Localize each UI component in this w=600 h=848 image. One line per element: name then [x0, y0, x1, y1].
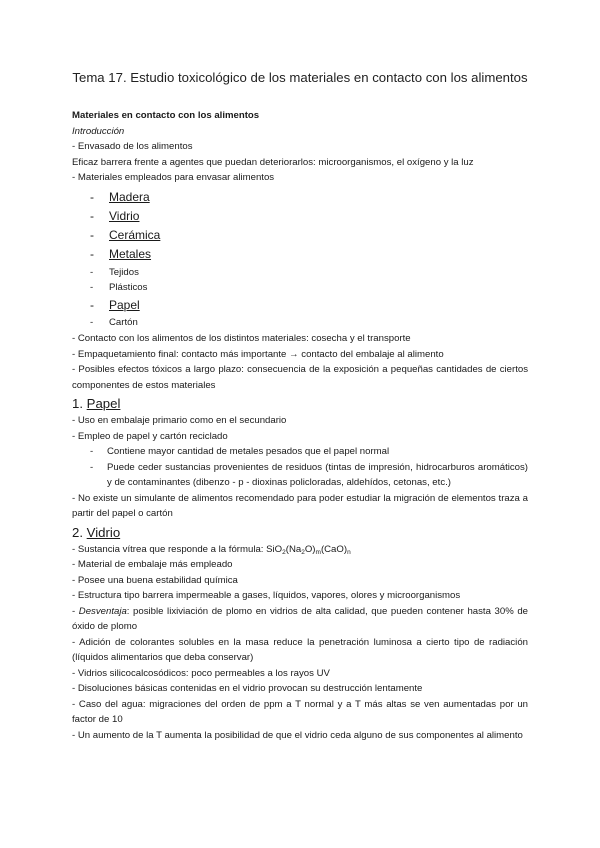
intro-line: Eficaz barrera frente a agentes que puedan deteriorarlos: microorganismos, el oxígeno y la luz — [72, 156, 474, 168]
text-line: - Empleo de papel y cartón reciclado — [72, 430, 228, 442]
text-line: - Contacto con los alimentos de los distintos materiales: cosecha y el transporte — [72, 333, 411, 345]
sub-item-text: Puede ceder sustancias provenientes de residuos (tintas de impresión, hidrocarburos aromáticos) y de contaminantes (dibenzo - p - dioxinas policloradas, aldehídos, cetonas, etc.) — [107, 461, 528, 489]
list-item: - Plásticos — [90, 282, 148, 294]
material-link-ceramica[interactable]: Cerámica — [109, 228, 161, 243]
material-label: Tejidos — [109, 266, 139, 278]
formula-prefix: - Sustancia vítrea que responde a la fórmula: — [72, 543, 267, 555]
list-item: - Tejidos — [90, 266, 139, 278]
section-1-heading — [72, 395, 528, 413]
text-line: - Uso en embalaje primario como en el secundario — [72, 415, 287, 427]
document-body — [72, 108, 528, 743]
text-paragraph: - Adición de colorantes solubles en la masa reduce la penetración luminosa a cierto tipo de radiación (líquidos alimentarios que deba conservar) — [72, 636, 528, 664]
text-line: - Empaquetamiento final: contacto más importante → contacto del embalaje al alimento — [72, 348, 444, 360]
section-1-title-link[interactable]: Papel — [86, 396, 121, 412]
materials-list — [72, 188, 528, 331]
intro-line: - Envasado de los alimentos — [72, 141, 193, 152]
disadvantage-paragraph: - Desventaja: posible lixiviación de plomo en vidrios de alta calidad, que pueden contener hasta 30% de óxido de plomo — [72, 605, 528, 633]
text-line: - Estructura tipo barrera impermeable a gases, líquidos, vapores, olores y microorganismos — [72, 590, 461, 602]
text-line: - Disoluciones básicas contenidas en el vidrio provocan su destrucción lentamente — [72, 683, 423, 695]
section-heading: Materiales en contacto con los alimentos — [72, 110, 260, 121]
page-title: Tema 17. Estudio toxicológico de los materiales en contacto con los alimentos — [72, 70, 528, 85]
intro-line: - Materiales empleados para envasar alimentos — [72, 172, 275, 183]
material-link-vidrio[interactable]: Vidrio — [109, 208, 140, 223]
list-item: - Cerámica — [90, 228, 161, 243]
text-paragraph: - Posibles efectos tóxicos a largo plazo: consecuencia de la exposición a pequeñas cantidades de ciertos componentes de estos materiales — [72, 364, 528, 391]
text-paragraph: - No existe un simulante de alimentos recomendado para poder estudiar la migración de elementos traza a partir del papel o cartón — [72, 492, 528, 520]
list-item: - Metales — [90, 247, 152, 262]
text-line: - Material de embalaje más empleado — [72, 559, 233, 571]
intro-label: Introducción — [72, 125, 125, 137]
formula: $SiO_2(Na_2O)_m(CaO)_n$ — [266, 543, 351, 556]
material-label: Plásticos — [109, 282, 148, 294]
sub-item-text: Contiene mayor cantidad de metales pesados que el papel normal — [107, 446, 390, 458]
material-link-madera[interactable]: Madera — [109, 189, 150, 204]
list-item: - Madera — [90, 189, 150, 204]
disadvantage-label: Desventaja — [78, 605, 127, 617]
sub-list-item: - Puede ceder sustancias provenientes de residuos (tintas de impresión, hidrocarburos aromáticos) y de contaminantes (dibenzo - p - dioxinas policloradas, aldehídos, cetonas, etc.) — [72, 460, 528, 491]
list-item: - Papel — [90, 297, 140, 312]
text-paragraph: - Caso del agua: migraciones del orden de ppm a T normal y a T más altas se ven aumentadas por un factor de 10 — [72, 698, 528, 726]
list-item: - Cartón — [90, 316, 138, 328]
material-link-papel[interactable]: Papel — [109, 297, 140, 312]
section-2-heading — [72, 524, 528, 542]
list-item: - Vidrio — [90, 208, 140, 223]
sub-list-item: - Contiene mayor cantidad de metales pesados que el papel normal — [72, 444, 528, 460]
text-line: - Posee una buena estabilidad química — [72, 574, 238, 586]
material-link-metales[interactable]: Metales — [109, 247, 152, 262]
formula-line — [72, 542, 528, 558]
section-number: 1. — [72, 396, 83, 412]
section-2-title-link[interactable]: Vidrio — [86, 524, 121, 540]
text-paragraph: - Un aumento de la T aumenta la posibilidad de que el vidrio ceda alguno de sus componentes al alimento — [72, 729, 523, 741]
material-label: Cartón — [109, 316, 138, 328]
text-line: - Vidrios silicocalcosódicos: poco permeables a los rayos UV — [72, 667, 330, 679]
section-number: 2. — [72, 524, 83, 540]
